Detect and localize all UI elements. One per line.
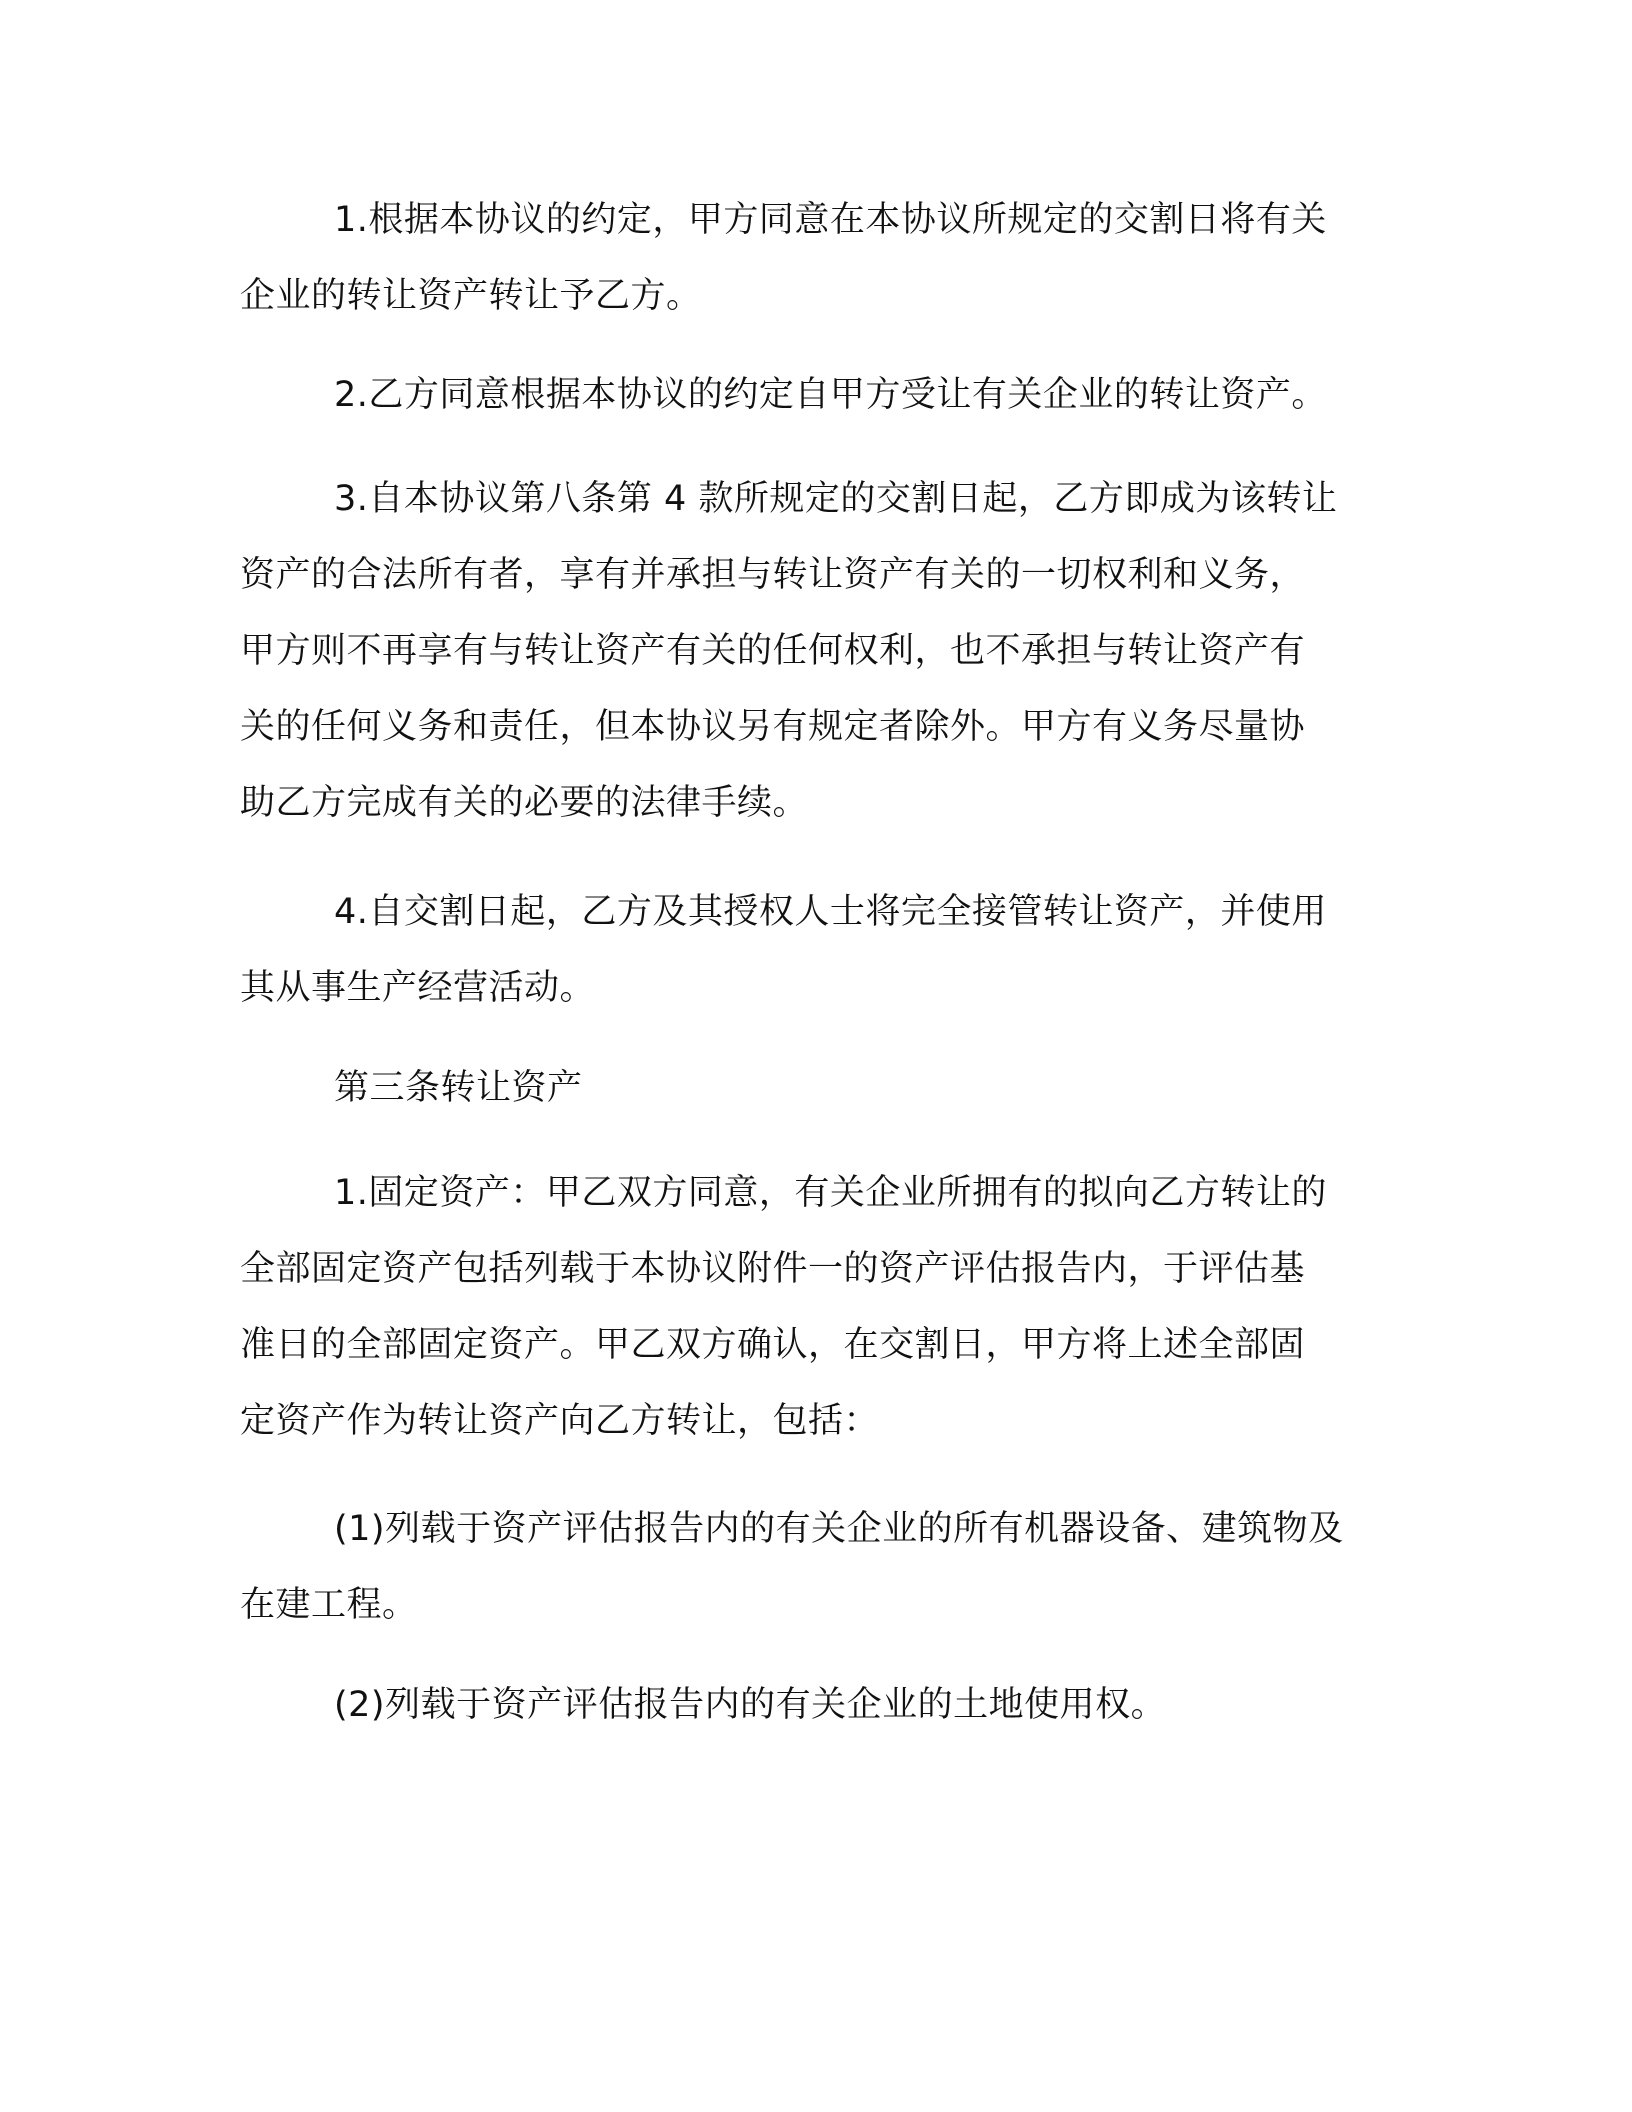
text-line: 1.根据本协议的约定，甲方同意在本协议所规定的交割日将有关 [334, 200, 1327, 240]
text-line: 资产的合法所有者，享有并承担与转让资产有关的一切权利和义务， [240, 555, 1306, 595]
text-line: 企业的转让资产转让予乙方。 [240, 276, 702, 316]
text-line: 助乙方完成有关的必要的法律手续。 [240, 783, 809, 823]
paragraph-clause-2 [240, 357, 1400, 433]
text-line: 甲方则不再享有与转让资产有关的任何权利，也不承担与转让资产有 [240, 631, 1306, 671]
paragraph-clause-3 [240, 461, 1400, 841]
text-line: 全部固定资产包括列载于本协议附件一的资产评估报告内，于评估基 [240, 1249, 1306, 1289]
paragraph-fixed-assets [240, 1155, 1400, 1459]
paragraph-clause-4 [240, 874, 1400, 1026]
text-line: 准日的全部固定资产。甲乙双方确认，在交割日，甲方将上述全部固 [240, 1325, 1306, 1365]
text-line: (2)列载于资产评估报告内的有关企业的土地使用权。 [334, 1685, 1167, 1725]
text-line: 关的任何义务和责任，但本协议另有规定者除外。甲方有义务尽量协 [240, 707, 1306, 747]
paragraph-clause-1 [240, 182, 1400, 334]
text-line: 在建工程。 [240, 1585, 418, 1625]
paragraph-item-2 [240, 1667, 1400, 1743]
text-line: 3.自本协议第八条第 4 款所规定的交割日起，乙方即成为该转让 [334, 479, 1338, 519]
text-line: 2.乙方同意根据本协议的约定自甲方受让有关企业的转让资产。 [334, 375, 1327, 415]
text-line: 4.自交割日起，乙方及其授权人士将完全接管转让资产，并使用 [334, 892, 1327, 932]
text-line: (1)列载于资产评估报告内的有关企业的所有机器设备、建筑物及 [334, 1509, 1344, 1549]
text-line: 其从事生产经营活动。 [240, 968, 596, 1008]
section-heading-article-3 [240, 1050, 1400, 1126]
text-line: 1.固定资产：甲乙双方同意，有关企业所拥有的拟向乙方转让的 [334, 1173, 1327, 1213]
text-line: 第三条转让资产 [334, 1068, 583, 1108]
text-line: 定资产作为转让资产向乙方转让，包括： [240, 1401, 880, 1441]
paragraph-item-1 [240, 1491, 1400, 1643]
